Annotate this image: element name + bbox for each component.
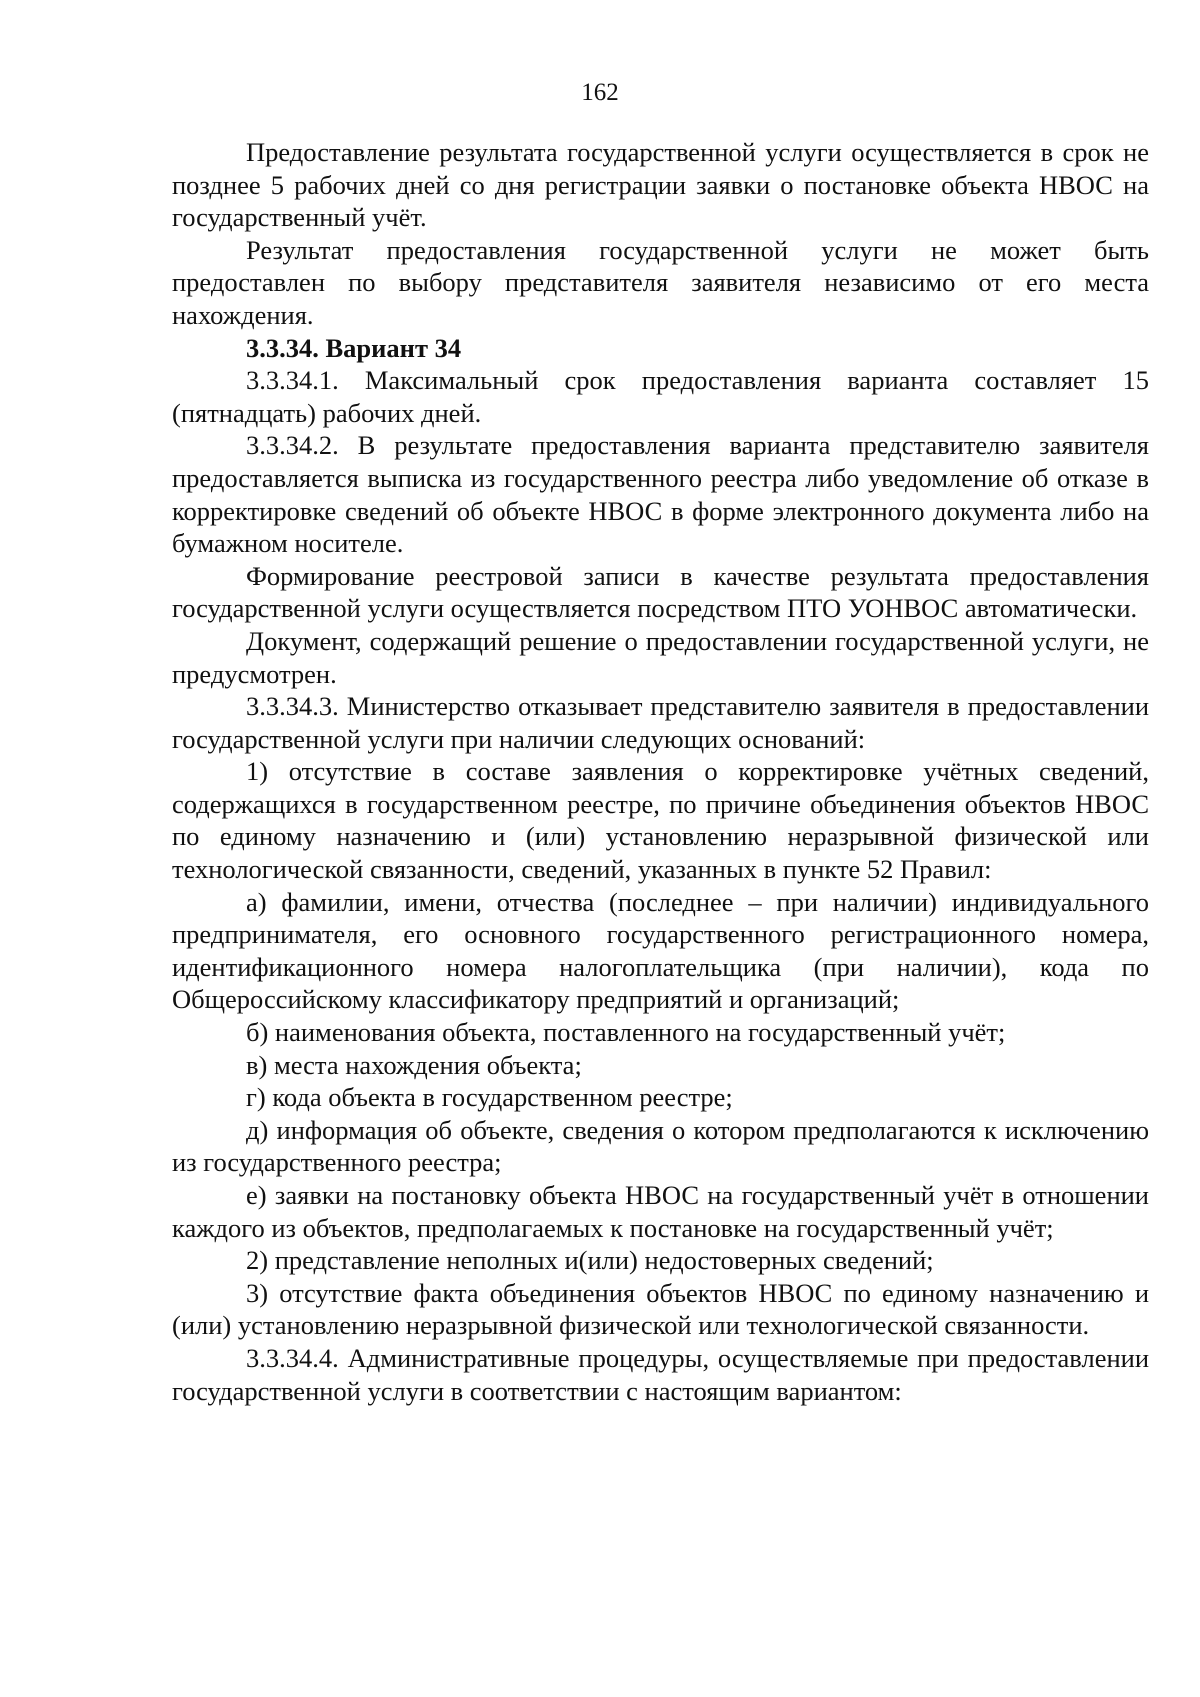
list-subitem-g: г) кода объекта в государственном реестре; [246, 1082, 733, 1113]
list-subitem-d: д) информация об объекте, сведения о котором предполагаются к исключению из государственного реестра; [172, 1114, 1149, 1178]
paragraph-3-3-34-3: 3.3.34.3. Министерство отказывает представителю заявителя в предоставлении государственной услуги при наличии следующих оснований: [172, 691, 1149, 754]
list-subitem-a: а) фамилии, имени, отчества (последнее – при наличии) индивидуального предпринимателя, его основного государственного регистрационного номера, идентификационного номера налогоплательщика (при наличии), кода по Общероссийскому классификатору предприятий и организаций; [172, 886, 1149, 1015]
paragraph-registry-record: Формирование реестровой записи в качестве результата предоставления государственной услуги осуществляется посредством ПТО УОНВОС автоматически. [172, 560, 1149, 624]
list-subitem-v: в) места нахождения объекта; [246, 1049, 582, 1080]
paragraph-3-3-34-1: 3.3.34.1. Максимальный срок предоставления варианта составляет 15 (пятнадцать) рабочих дней. [172, 365, 1149, 428]
document-body [172, 136, 1149, 1407]
paragraph-3-3-34-2: 3.3.34.2. В результате предоставления варианта представителю заявителя предоставляется выписка из государственного реестра либо уведомление об отказе в корректировке сведений об объекте НВОС в форме электронного документа либо на бумажном носителе. [172, 430, 1149, 559]
page-number: 162 [581, 79, 619, 106]
section-heading: 3.3.34. Вариант 34 [246, 332, 462, 363]
list-item-1: 1) отсутствие в составе заявления о корректировке учётных сведений, содержащихся в государственном реестре, по причине объединения объектов НВОС по единому назначению и (или) установлению неразрывной физической или технологической связанности, сведений, указанных в пункте 52 Правил: [172, 756, 1149, 885]
paragraph-result-location: Результат предоставления государственной услуги не может быть предоставлен по выбору представителя заявителя независимо от его места нахождения. [172, 234, 1149, 330]
paragraph-decision-document: Документ, содержащий решение о предоставлении государственной услуги, не предусмотрен. [172, 625, 1149, 689]
list-subitem-b: б) наименования объекта, поставленного на государственный учёт; [246, 1017, 1006, 1048]
paragraph-3-3-34-4: 3.3.34.4. Административные процедуры, осуществляемые при предоставлении государственной услуги в соответствии с настоящим вариантом: [172, 1342, 1149, 1406]
list-item-2: 2) представление неполных и(или) недостоверных сведений; [246, 1245, 934, 1276]
list-subitem-e: е) заявки на постановку объекта НВОС на государственный учёт в отношении каждого из объектов, предполагаемых к постановке на государственный учёт; [172, 1180, 1149, 1243]
list-item-3: 3) отсутствие факта объединения объектов НВОС по единому назначению и (или) установлению неразрывной физической или технологической связанности. [172, 1277, 1149, 1341]
paragraph-result-deadline: Предоставление результата государственной услуги осуществляется в срок не позднее 5 рабочих дней со дня регистрации заявки о постановке объекта НВОС на государственный учёт. [172, 137, 1149, 233]
